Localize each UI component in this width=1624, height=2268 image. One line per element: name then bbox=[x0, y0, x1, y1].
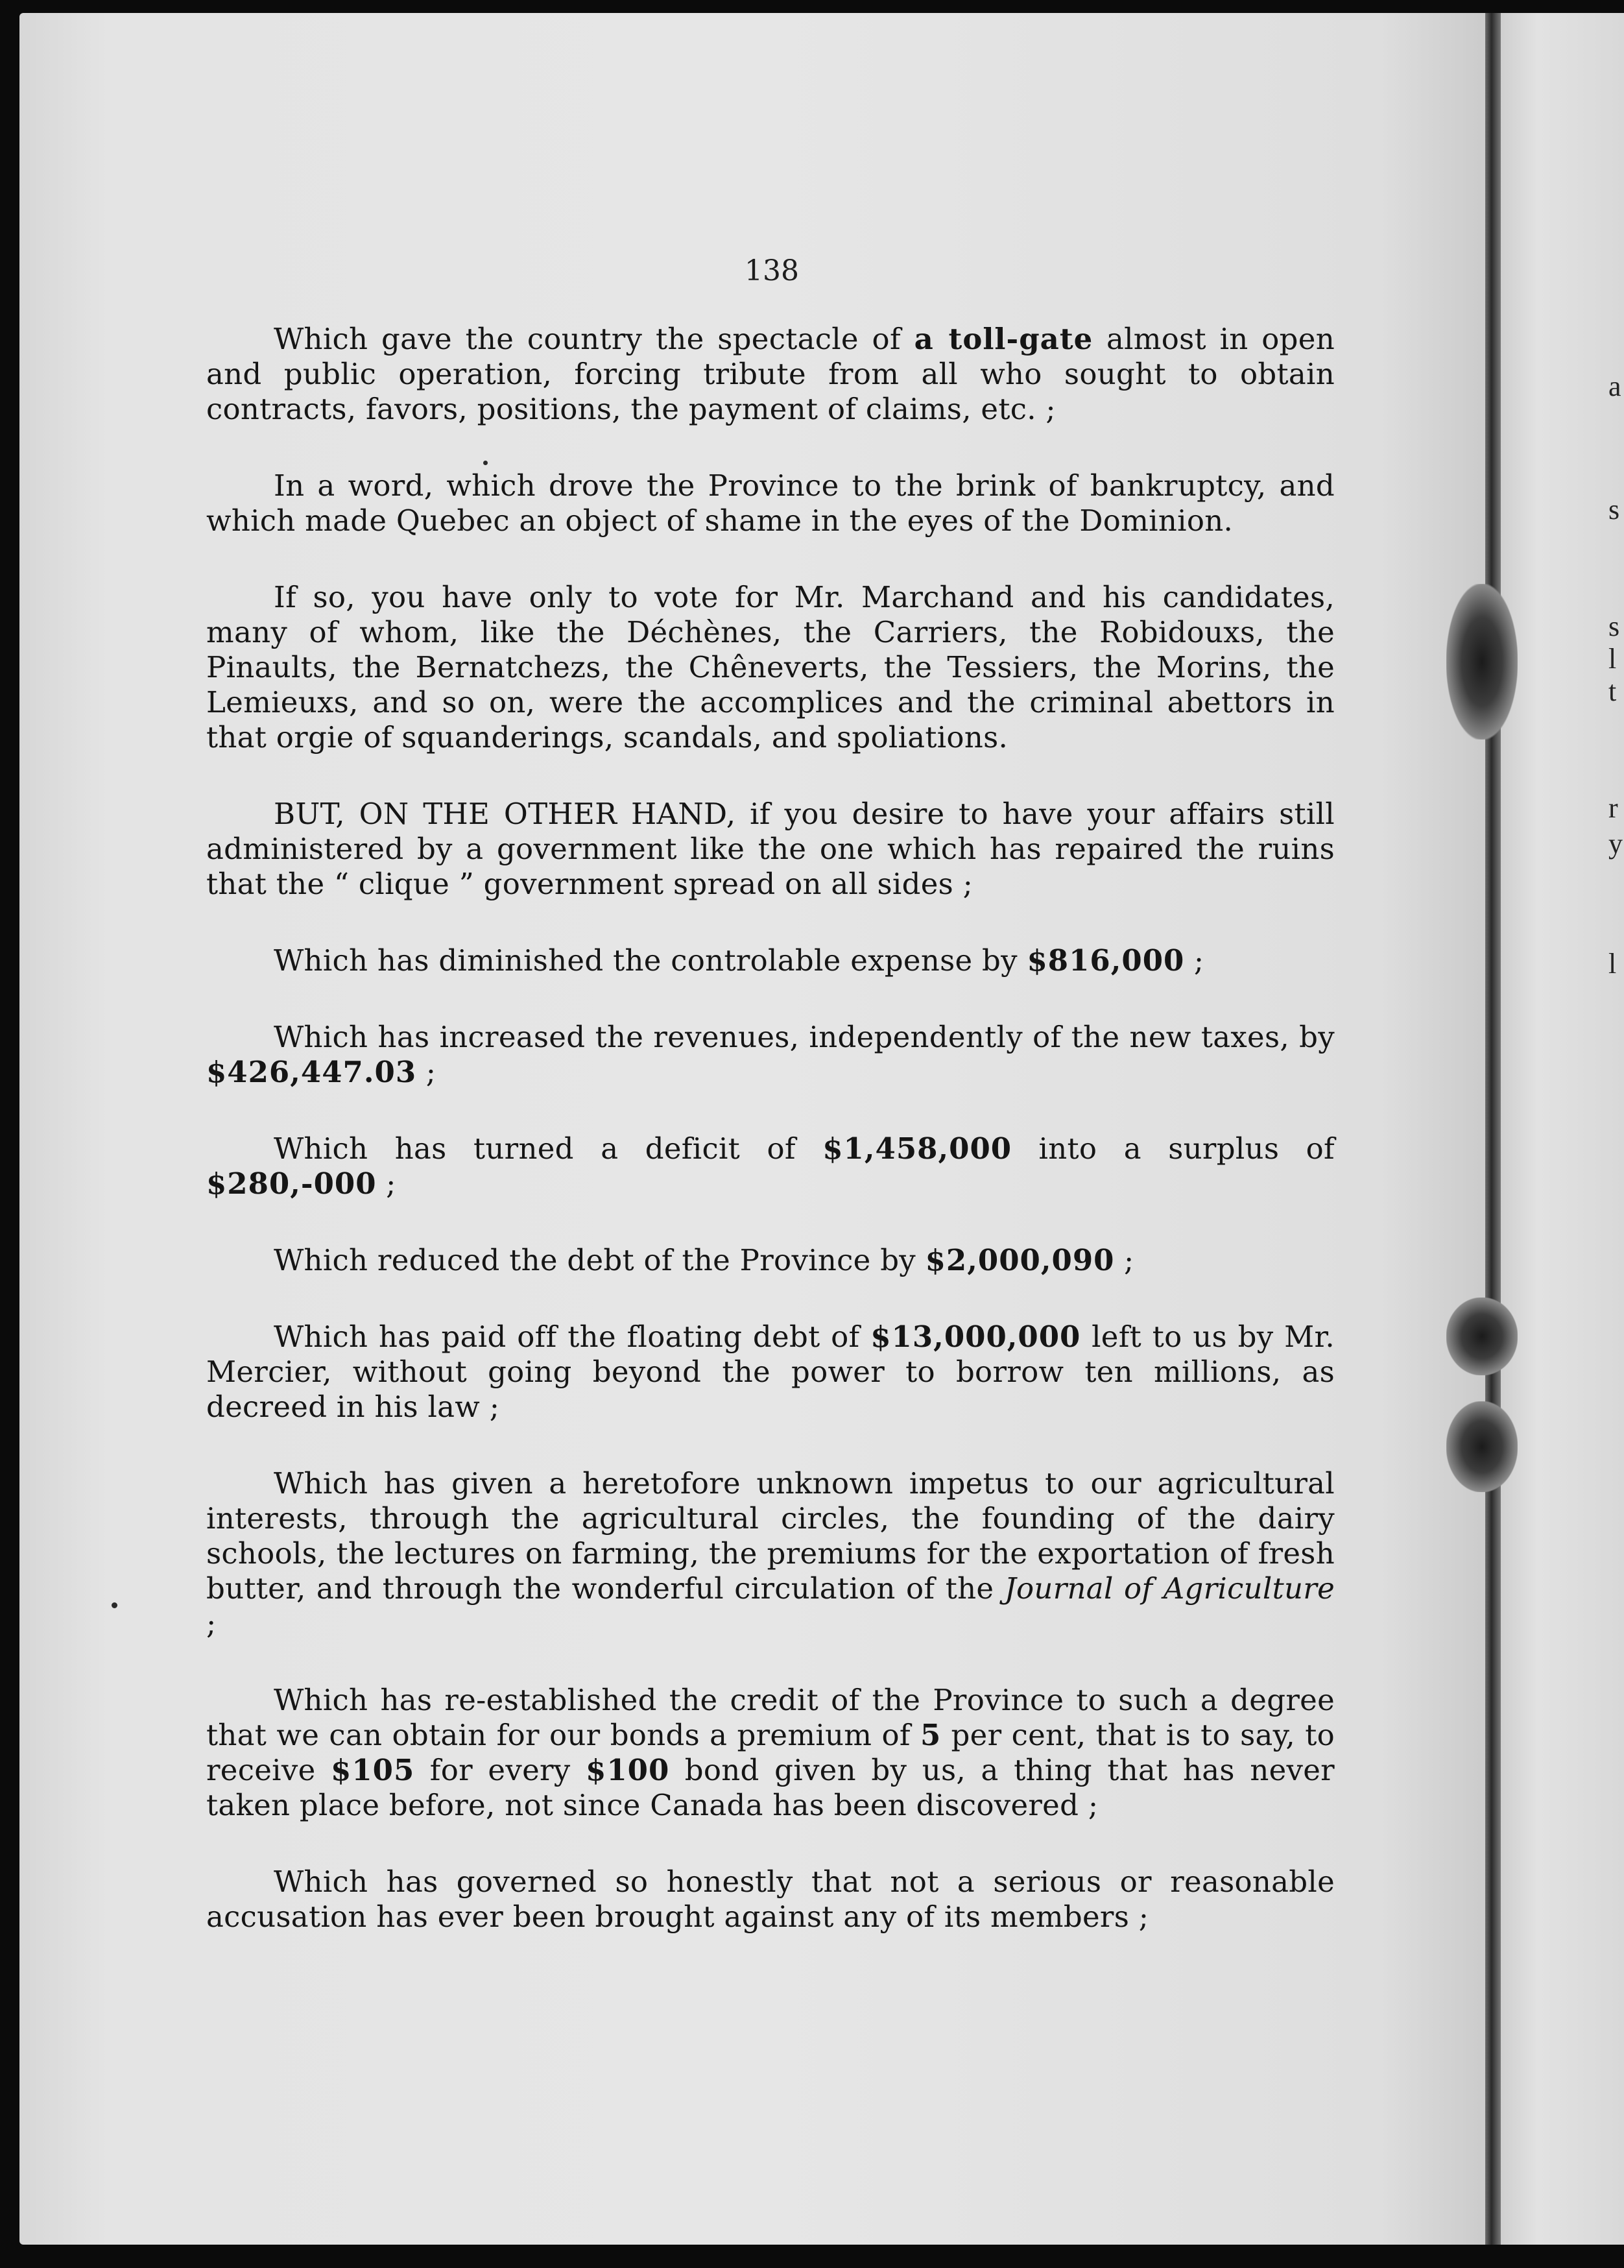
bold-figure: $1,458,000 bbox=[822, 1131, 1012, 1166]
edge-letter: s bbox=[1608, 494, 1620, 525]
text-run: Which has given a heretofore unknown impetus to our agricultural interests, through the agricultural circles, the founding of the dairy schools, the lectures on farming, the premiums for the exportation of fresh butter, and through the wonderful circulation of the bbox=[206, 1466, 1335, 1606]
paragraph bbox=[206, 1466, 1335, 1641]
text-run: Which has increased the revenues, independently of the new taxes, by bbox=[274, 1020, 1335, 1054]
bold-figure: 5 bbox=[920, 1718, 942, 1752]
paragraph bbox=[206, 322, 1335, 427]
text-run: Which has diminished the controlable expense by bbox=[274, 943, 1027, 978]
body-text bbox=[206, 322, 1335, 1976]
italic-title: Journal of Agriculture bbox=[1004, 1571, 1335, 1606]
text-run: Which has paid off the floating debt of bbox=[274, 1320, 871, 1354]
text-run: ; bbox=[1114, 1243, 1134, 1277]
bold-figure: $105 bbox=[331, 1753, 415, 1787]
edge-letter: l bbox=[1608, 643, 1617, 675]
bold-figure: a toll-gate bbox=[914, 322, 1093, 356]
text-run: ; bbox=[206, 1606, 217, 1641]
text-run: bond given by us, a thing that has never taken place before, not since Canada has been discovered ; bbox=[206, 1753, 1335, 1822]
paragraph bbox=[206, 1020, 1335, 1090]
ink-speck bbox=[112, 1602, 117, 1608]
binding-hole-3 bbox=[1446, 1401, 1518, 1492]
edge-letter: s bbox=[1608, 610, 1620, 642]
bold-figure: $816,000 bbox=[1027, 943, 1185, 978]
edge-letter: r bbox=[1608, 792, 1618, 824]
bold-figure: $2,000,090 bbox=[925, 1243, 1115, 1277]
paragraph bbox=[206, 943, 1335, 978]
text-run: If so, you have only to vote for Mr. Marchand and his candidates, many of whom, like the Déchènes, the Carriers, the Robidouxs, the Pinaults, the Bernatchezs, the Chêneverts, the Tessiers, the Morins, the Lemieuxs, and so on, were the accomplices and the criminal abettors in that orgie of squanderings, scandals, and spoliations. bbox=[206, 580, 1335, 754]
text-run: per cent, that is to say, to receive bbox=[206, 1718, 1335, 1787]
edge-letter: a bbox=[1608, 370, 1621, 402]
paragraph bbox=[206, 1864, 1335, 1935]
text-run: BUT, ON THE OTHER HAND, if you desire to have your affairs still administered by a government like the one which has repaired the ruins that the “ clique ” government spread on all sides ; bbox=[206, 797, 1335, 901]
text-run: Which reduced the debt of the Province by bbox=[274, 1243, 925, 1277]
edge-letter: y bbox=[1608, 828, 1623, 860]
text-run: Which has turned a deficit of bbox=[274, 1131, 823, 1166]
paragraph bbox=[206, 1243, 1335, 1278]
paragraph bbox=[206, 1683, 1335, 1823]
bold-figure: $100 bbox=[586, 1753, 670, 1787]
text-run: ; bbox=[416, 1055, 436, 1089]
paragraph bbox=[206, 468, 1335, 538]
text-run: In a word, which drove the Province to the brink of bankruptcy, and which made Quebec an object of shame in the eyes of the Dominion. bbox=[206, 468, 1335, 538]
edge-letter: l bbox=[1608, 948, 1617, 980]
text-run: for every bbox=[414, 1753, 586, 1787]
adjacent-page-edge bbox=[1501, 13, 1624, 2245]
paragraph bbox=[206, 1131, 1335, 1201]
text-run: ; bbox=[1184, 943, 1204, 978]
book-spine bbox=[1485, 13, 1501, 2245]
paragraph bbox=[206, 580, 1335, 755]
text-run: into a surplus of bbox=[1012, 1131, 1335, 1166]
text-run: left to us by Mr. Mercier, without going beyond the power to borrow ten millions, as decreed in his law ; bbox=[206, 1320, 1335, 1424]
paragraph bbox=[206, 1320, 1335, 1425]
binding-hole-1 bbox=[1446, 584, 1518, 740]
text-run: Which has governed so honestly that not a serious or reasonable accusation has ever been brought against any of its members ; bbox=[206, 1864, 1335, 1934]
bold-figure: $426,447.03 bbox=[206, 1055, 417, 1089]
bold-figure: $13,000,000 bbox=[870, 1320, 1081, 1354]
paragraph bbox=[206, 797, 1335, 902]
edge-letter: t bbox=[1608, 675, 1617, 707]
text-run: Which gave the country the spectacle of bbox=[274, 322, 914, 356]
text-run: ; bbox=[376, 1166, 396, 1201]
binding-hole-2 bbox=[1446, 1297, 1518, 1375]
text-run: Which has re-established the credit of the Province to such a degree that we can obtain for our bonds a premium of bbox=[206, 1683, 1335, 1752]
bold-figure: $280,-000 bbox=[206, 1166, 377, 1201]
page-number: 138 bbox=[745, 254, 799, 287]
text-run: almost in open and public operation, forcing tribute from all who sought to obtain contracts, favors, positions, the payment of claims, etc. ; bbox=[206, 322, 1335, 426]
